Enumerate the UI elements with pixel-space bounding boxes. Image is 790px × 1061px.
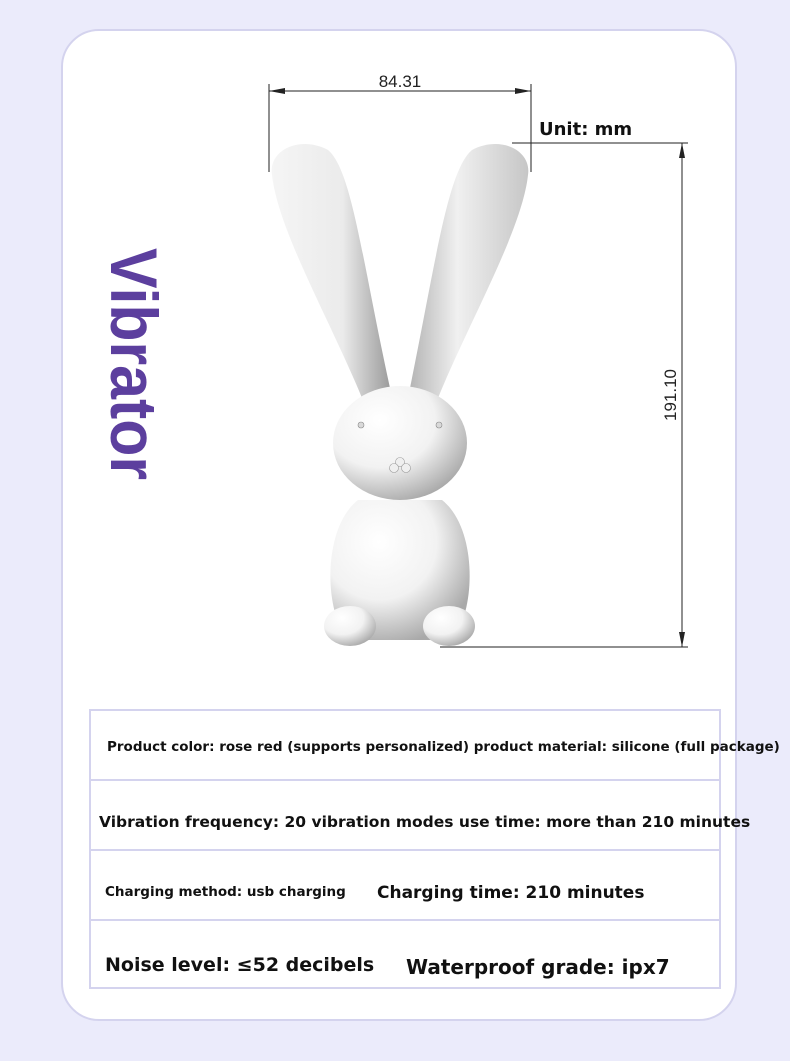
spec-row — [91, 921, 719, 991]
noise-level-text: Noise level: ≤52 decibels — [105, 954, 375, 976]
height-label: 191.10 — [661, 369, 680, 421]
spec-row — [91, 781, 751, 851]
waterproof-grade-text: Waterproof grade: ipx7 — [406, 955, 670, 979]
spec-row — [91, 711, 780, 781]
charging-method-text: Charging method: usb charging — [105, 884, 346, 900]
specs-table — [89, 709, 780, 989]
unit-label: Unit: mm — [539, 119, 633, 140]
spec-row — [91, 851, 719, 921]
vibration-usetime-text: Vibration frequency: 20 vibration modes use time: more than 210 minutes — [99, 813, 751, 831]
charging-time-text: Charging time: 210 minutes — [377, 883, 645, 903]
width-label: 84.31 — [378, 72, 422, 91]
product-color-material-text: Product color: rose red (supports personalized) product material: silicone (full package) — [107, 739, 780, 755]
rabbit-figure — [272, 144, 529, 646]
product-title-text: Vibrator — [97, 248, 171, 500]
